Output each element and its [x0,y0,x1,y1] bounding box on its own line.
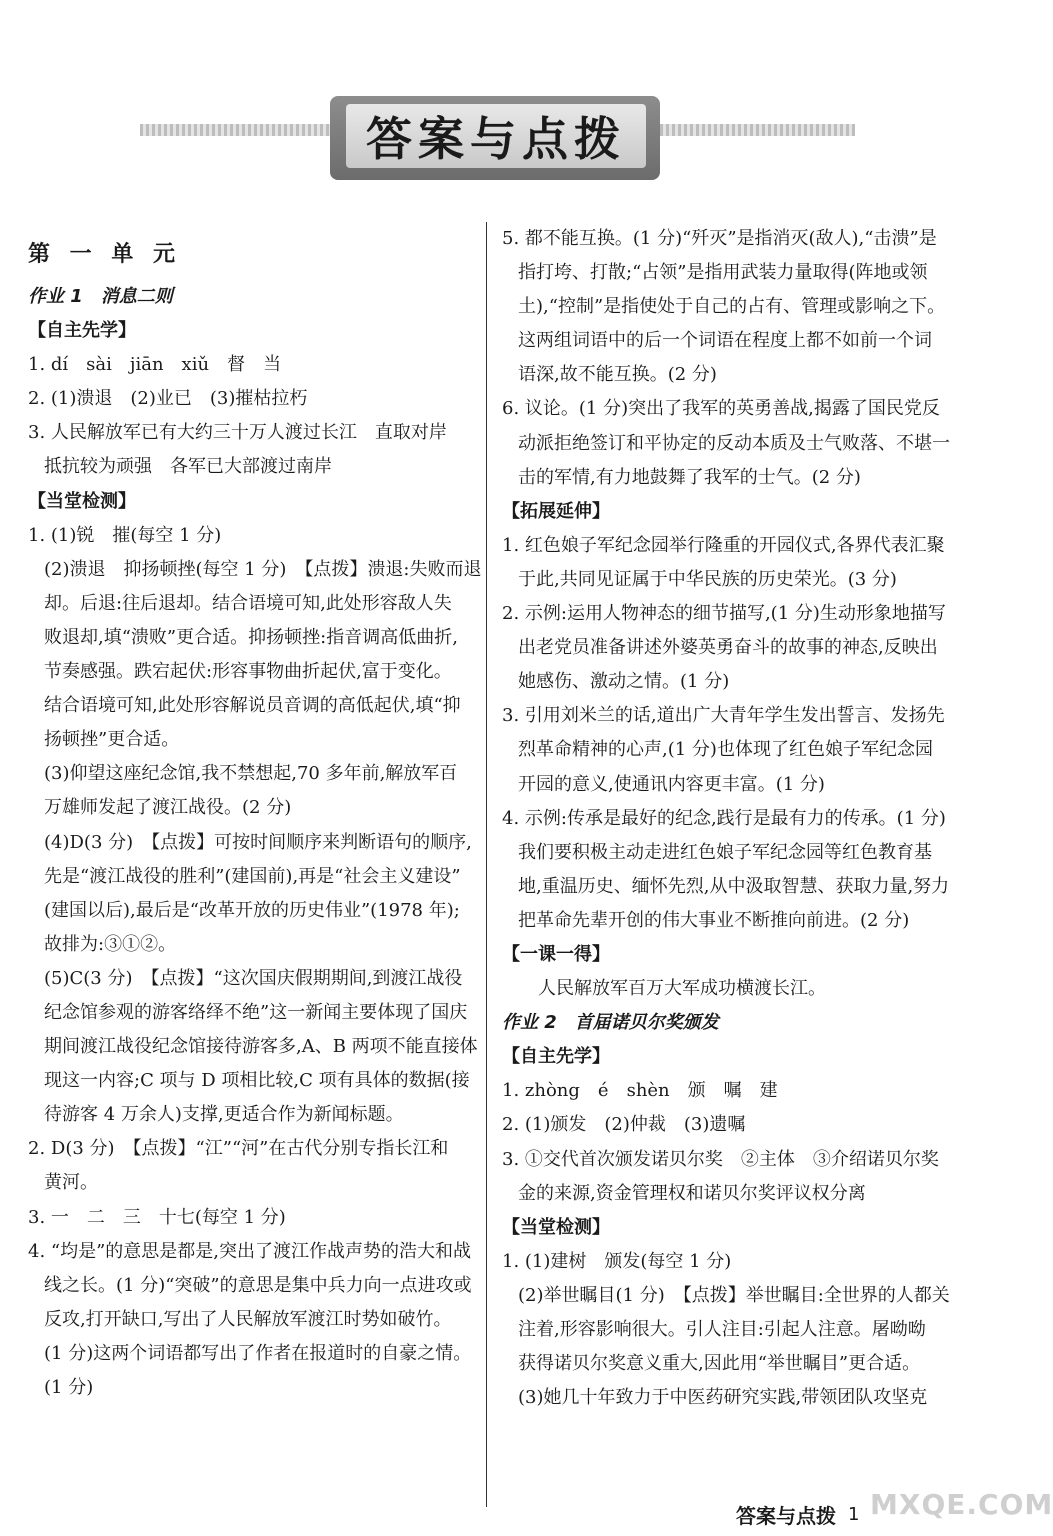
answer-line: 败退却,填“溃败”更合适。抑扬顿挫:指音调高低曲折, [44,626,458,648]
answer-line: (3)仰望这座纪念馆,我不禁想起,70 多年前,解放军百 [44,763,458,785]
answer-line: 1. 红色娘子军纪念园举行隆重的开园仪式,各界代表汇聚 [502,534,945,556]
answer-line: (3)她几十年致力于中医药研究实践,带领团队攻坚克 [518,1387,928,1409]
answer-line: 2. 示例:运用人物神态的细节描写,(1 分)生动形象地描写 [502,603,946,625]
homework-1-title: 作业 1 消息二则 [28,286,173,307]
answer-line: 故排为:③①②。 [44,933,177,955]
answer-line: 1. (1)锐 摧(每空 1 分) [28,524,222,546]
answer-line: 4. 示例:传承是最好的纪念,践行是最有力的传承。(1 分) [502,807,946,829]
answer-line: 人民解放军百万大军成功横渡长江。 [538,978,826,1000]
section-heading: 【自主先学】 [28,320,136,342]
section-heading: 【一课一得】 [502,943,610,965]
answer-line: 待游客 4 万余人)支撑,更适合作为新闻标题。 [44,1104,404,1126]
answer-line: (1 分) [44,1377,94,1398]
banner-stripe-left [140,124,345,136]
footer-label: 答案与点拨 [736,1504,836,1528]
answer-line: 指打垮、打散;“占领”是指用武装力量取得(阵地或领 [518,262,928,284]
section-heading: 【当堂检测】 [502,1216,610,1238]
page-number: 1 [848,1504,860,1525]
answer-line: 3. 引用刘米兰的话,道出广大青年学生发出誓言、发扬先 [502,705,945,727]
section-heading: 【自主先学】 [502,1046,610,1068]
answer-line: 黄河。 [44,1172,98,1194]
answer-line: 6. 议论。(1 分)突出了我军的英勇善战,揭露了国民党反 [502,398,940,420]
answer-line: 5. 都不能互换。(1 分)“歼灭”是指消灭(敌人),“击溃”是 [502,228,937,249]
answer-line: 结合语境可知,此处形容解说员音调的高低起伏,填“抑 [44,695,461,717]
answer-line: (2)举世瞩目(1 分) 【点拨】举世瞩目:全世界的人都关 [518,1284,950,1306]
answer-line: 2. D(3 分) 【点拨】“江”“河”在古代分别专指长江和 [28,1138,449,1160]
answer-line: 开园的意义,使通讯内容更丰富。(1 分) [518,773,825,795]
answer-line: 先是“渡江战役的胜利”(建国前),再是“社会主义建设” [44,865,461,887]
page-footer [736,1500,859,1529]
right-column [502,222,950,1415]
answer-line: 抵抗较为顽强 各军已大部渡过南岸 [44,456,332,478]
left-column [28,222,482,1405]
section-heading: 【拓展延伸】 [502,500,610,522]
answer-line: 烈革命精神的心声,(1 分)也体现了红色娘子军纪念园 [518,739,933,761]
section-heading: 【当堂检测】 [28,490,136,512]
answer-line: 节奏感强。跌宕起伏:形容事物曲折起伏,富于变化。 [44,661,452,683]
answer-line: 击的军情,有力地鼓舞了我军的士气。(2 分) [518,466,861,488]
answer-line: 动派拒绝签订和平协定的反动本质及士气败落、不堪一 [518,432,950,454]
answer-line: 1. (1)建树 颁发(每空 1 分) [502,1250,732,1272]
answer-line: 于此,共同见证属于中华民族的历史荣光。(3 分) [518,568,897,590]
answer-line: 2. (1)溃退 (2)业已 (3)摧枯拉朽 [28,388,308,410]
answer-line: 3. ①交代首次颁发诺贝尔奖 ②主体 ③介绍诺贝尔奖 [502,1148,939,1170]
answer-line: 期间渡江战役纪念馆接待游客多,A、B 两项不能直接体 [44,1036,478,1058]
answer-line: 获得诺贝尔奖意义重大,因此用“举世瞩目”更合适。 [518,1353,921,1375]
banner-stripe-right [660,124,855,136]
answer-line: 我们要积极主动走进红色娘子军纪念园等红色教育基 [518,841,932,863]
answer-line: 1. zhòng é shèn 颁 嘱 建 [502,1080,778,1102]
answer-line: 4. “均是”的意思是都是,突出了渡江作战声势的浩大和战 [28,1240,472,1262]
banner-plate [346,104,646,168]
answer-line: 反攻,打开缺口,写出了人民解放军渡江时势如破竹。 [44,1308,452,1330]
answer-line: 土),“控制”是指使处于自己的占有、管理或影响之下。 [518,296,946,318]
answer-line: (5)C(3 分) 【点拨】“这次国庆假期期间,到渡江战役 [44,967,463,989]
answer-line: 却。后退:往后退却。结合语境可知,此处形容敌人失 [44,592,452,614]
answer-line: 把革命先辈开创的伟大事业不断推向前进。(2 分) [518,909,910,931]
answer-line: 出老党员准备讲述外婆英勇奋斗的故事的神态,反映出 [518,637,938,659]
answer-line: (4)D(3 分) 【点拨】可按时间顺序来判断语句的顺序, [44,831,472,853]
answer-line: 3. 一 二 三 十七(每空 1 分) [28,1206,286,1228]
unit-heading: 第 一 单 元 [28,242,181,267]
answer-line: (2)溃退 抑扬顿挫(每空 1 分) 【点拨】溃退:失败而退 [44,558,482,580]
homework-2-title: 作业 2 首届诺贝尔奖颁发 [502,1012,719,1034]
answer-line: 现这一内容;C 项与 D 项相比较,C 项有具体的数据(接 [44,1070,470,1092]
answer-line: 1. dí sài jiān xiǔ 督 当 [28,354,282,376]
answer-line: 扬顿挫”更合适。 [44,729,180,751]
header-banner [0,96,1009,196]
answer-line: 语深,故不能互换。(2 分) [518,364,717,386]
column-divider [486,222,487,1507]
page-title: 答案与点拨 [366,112,626,166]
answer-line: 这两组词语中的后一个词语在程度上都不如前一个词 [518,330,932,352]
answer-line: 地,重温历史、缅怀先烈,从中汲取智慧、获取力量,努力 [518,875,950,897]
answer-line: (1 分)这两个词语都写出了作者在报道时的自豪之情。 [44,1342,472,1364]
answer-line: 金的来源,资金管理权和诺贝尔奖评议权分离 [518,1182,866,1204]
answer-line: 3. 人民解放军已有大约三十万人渡过长江 直取对岸 [28,422,447,444]
answer-line: 她感伤、激动之情。(1 分) [518,671,730,693]
answer-line: 线之长。(1 分)“突破”的意思是集中兵力向一点进攻或 [44,1274,472,1296]
answer-line: (建国以后),最后是“改革开放的历史伟业”(1978 年); [44,899,460,921]
answer-line: 万雄师发起了渡江战役。(2 分) [44,797,292,819]
watermark-logo: MXQE.COM [870,1488,1053,1521]
answer-line: 纪念馆参观的游客络绎不绝”这一新闻主要体现了国庆 [44,1001,468,1023]
answer-line: 2. (1)颁发 (2)仲裁 (3)遗嘱 [502,1114,746,1136]
answer-line: 注着,形容影响很大。引人注目:引起人注意。屠呦呦 [518,1319,926,1340]
